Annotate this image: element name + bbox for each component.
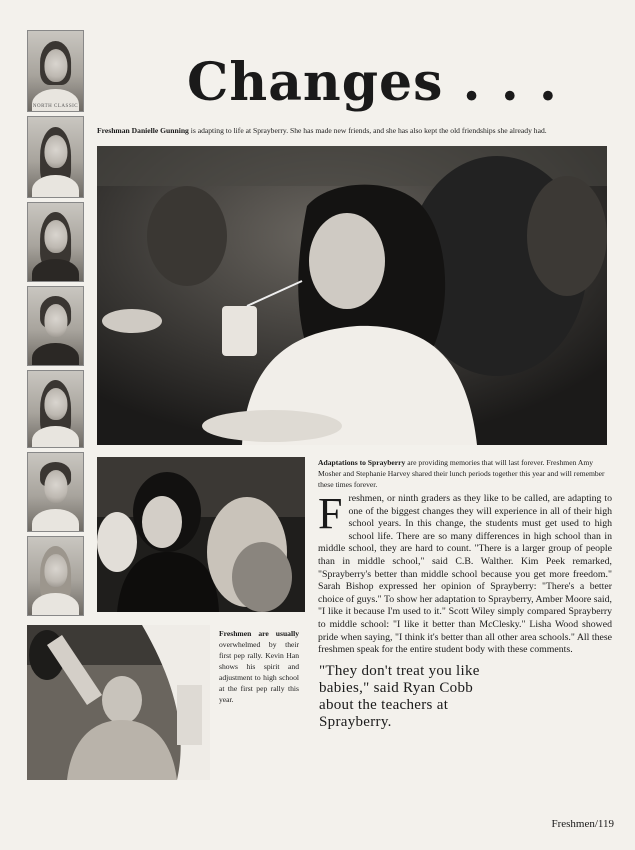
bottom-caption-lead: Freshmen are usually — [219, 629, 299, 638]
middle-caption-lead: Adaptations to Sprayberry — [318, 458, 406, 467]
article-body — [318, 489, 612, 657]
lunch-photo-image — [97, 457, 305, 612]
bottom-caption-text: overwhelmed by their first pep rally. Kevin Han shows his spirit and adjustment to high school at the first pep rally this year. — [219, 640, 299, 704]
drop-cap: F — [318, 489, 343, 538]
portrait-2 — [27, 116, 84, 198]
page-folio: Freshmen/119 — [551, 818, 614, 830]
portrait-1 — [27, 30, 84, 112]
pull-quote: "They don't treat you like babies," said Ryan Cobb about the teachers at Sprayberry. — [319, 663, 480, 730]
lunch-photo — [97, 457, 305, 612]
portrait-3 — [27, 202, 84, 282]
top-caption-text: is adapting to life at Sprayberry. She has made new friends, and she has also kept the old friendships she already had. — [188, 126, 547, 135]
middle-photo-caption — [318, 457, 614, 490]
pep-rally-photo-image — [27, 625, 210, 780]
page-headline: Changes . . . — [187, 52, 559, 113]
portrait-5 — [27, 370, 84, 448]
article-body-text: reshmen, or ninth graders as they like to be called, are adapting to one of the biggest changes they will experience in all of their high school years. In this change, the students must get used to high school life. There are so many differences in high school than in middle school, they are hard to count. "There is a larger group of people than in middle school," said C.B. Walther. Kim Peek remarked, "Sprayberry's better than middle school because you get more freedom." Sarah Bishop expressed her opinion of Sprayberry: "There's a better choice of guys." To show her adaptation to Sprayberry, Amber Moore said, "I like it because I'm used to it." Scott Wiley simply compared Sprayberry to middle school: "I like it better than McClesky." Lisha Wood showed pride when saying, "I think it's better than all other area schools." All these freshmen speak for the entire student body with these comments. — [318, 493, 612, 656]
large-photo — [97, 146, 607, 445]
pep-rally-photo — [27, 625, 210, 780]
middle-caption-text: are providing memories that will last forever. Freshmen Amy Mosher and Stephanie Harvey shared their lunch periods together this year and will remember these times forever. — [318, 458, 605, 489]
top-photo-caption — [97, 125, 612, 136]
top-caption-lead: Freshman Danielle Gunning — [97, 126, 189, 135]
portrait-6 — [27, 452, 84, 532]
large-photo-image — [97, 146, 607, 445]
portrait-7 — [27, 536, 84, 616]
pep-rally-caption — [219, 628, 299, 705]
portrait-shirt-text: NORTH CLASSIC — [32, 104, 79, 109]
portrait-4 — [27, 286, 84, 366]
